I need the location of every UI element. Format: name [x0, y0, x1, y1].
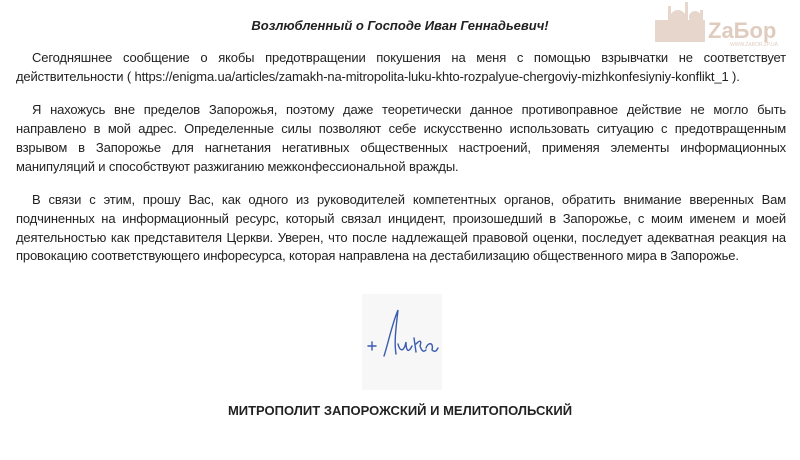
svg-text:ZaБор: ZaБор: [708, 18, 777, 43]
signer-title: МИТРОПОЛИТ ЗАПОРОЖСКИЙ И МЕЛИТОПОЛЬСКИЙ: [227, 403, 573, 418]
handwritten-signature: [362, 294, 442, 390]
letter-body: [16, 49, 786, 281]
svg-text:WWW.ZABOR.ZP.UA: WWW.ZABOR.ZP.UA: [730, 42, 778, 48]
paragraph: Сегодняшнее сообщение о якобы предотвращении покушения на меня с помощью взрывчатки не соответствует действительности ( https://enigma.ua/articles/zamakh-na-mitropolita-luku-khto-rozpalyue-chergoviy-mizhkonfesiyniy-konflikt_1 ).: [16, 50, 786, 84]
letter-salutation: Возлюбленный о Господе Иван Геннадьевич!: [251, 18, 549, 33]
paragraph: В связи с этим, прошу Вас, как одного из руководителей компетентных органов, обратить внимание вверенных Вам подчиненных на информационный ресурс, который связал инцидент, произошедший в Запорожье, с моим именем и моей деятельностью как представителя Церкви. Уверен, что после надлежащей правовой оценки, последует адекватная реакция на провокацию соответствующего инфоресурса, которая направлена на дестабилизацию общественного мира в Запорожье.: [16, 192, 786, 264]
paragraph: Я нахожусь вне пределов Запорожья, поэтому даже теоретически данное противоправное действие не могло быть направлено в мой адрес. Определенные силы позволяют себе искусственно использовать ситуацию с предотвращенным взрывом в Запорожье для нагнетания негативных общественных настроений, применяя элементы информационных манипуляций и способствуют разжиганию межконфессиональной вражды.: [16, 102, 786, 174]
